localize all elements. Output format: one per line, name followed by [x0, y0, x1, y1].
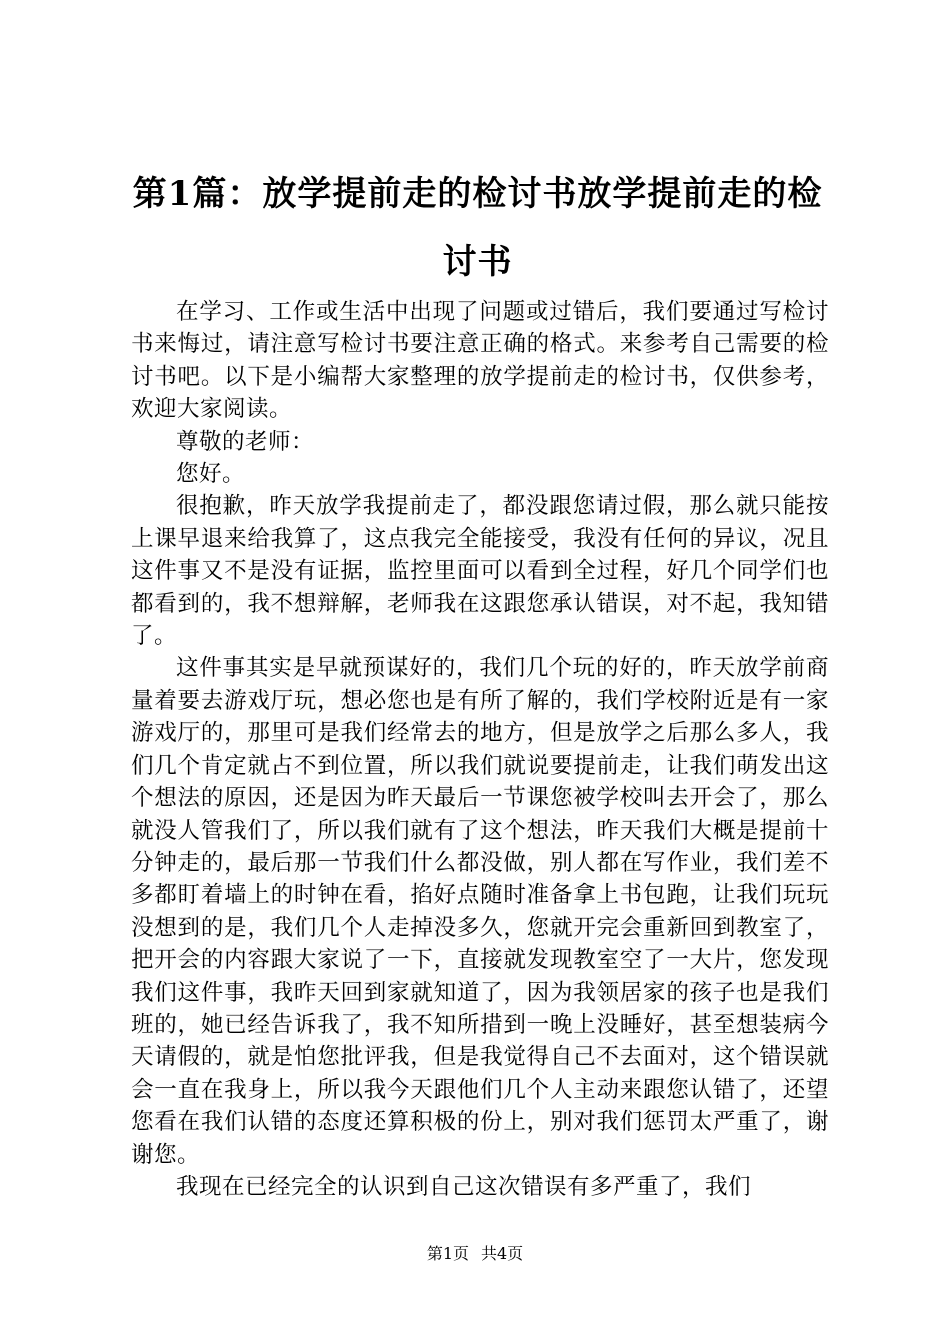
document-body [131, 296, 829, 1203]
paragraph-salutation: 尊敬的老师： [176, 428, 315, 455]
page-footer [0, 1242, 950, 1266]
paragraph-intro: 在学习、工作或生活中出现了问题或过错后，我们要通过写检讨书来悔过，请注意写检讨书要注意正确的格式。来参考自己需要的检讨书吧。以下是小编帮大家整理的放学提前走的检讨书，仅供参考，欢迎大家阅读。 [131, 299, 829, 423]
page-title: 第1篇：放学提前走的检讨书放学提前走的检讨书 [132, 174, 823, 282]
page-number: 第1页 [426, 1244, 469, 1263]
paragraph-continued: 我现在已经完全的认识到自己这次错误有多严重了，我们 [176, 1173, 752, 1200]
paragraph-greeting: 您好。 [176, 461, 246, 488]
page-total: 共4页 [481, 1244, 524, 1263]
paragraph-explanation: 这件事其实是早就预谋好的，我们几个玩的好的，昨天放学前商量着要去游戏厅玩，想必您也是有所了解的，我们学校附近是有一家游戏厅的，那里可是我们经常去的地方，但是放学之后那么多人，我们几个肯定就占不到位置，所以我们就说要提前走，让我们萌发出这个想法的原因，还是因为昨天最后一节课您被学校叫去开会了，那么就没人管我们了，所以我们就有了这个想法，昨天我们大概是提前十分钟走的，最后那一节我们什么都没做，别人都在写作业，我们差不多都盯着墙上的时钟在看，掐好点随时准备拿上书包跑，让我们玩玩没想到的是，我们几个人走掉没多久，您就开完会重新回到教室了，把开会的内容跟大家说了一下，直接就发现教室空了一大片，您发现我们这件事，我昨天回到家就知道了，因为我领居家的孩子也是我们班的，她已经告诉我了，我不知所措到一晚上没睡好，甚至想装病今天请假的，就是怕您批评我，但是我觉得自己不去面对，这个错误就会一直在我身上，所以我今天跟他们几个人主动来跟您认错了，还望您看在我们认错的态度还算积极的份上，别对我们惩罚太严重了，谢谢您。 [131, 655, 829, 1168]
paragraph-apology: 很抱歉，昨天放学我提前走了，都没跟您请过假，那么就只能按上课早退来给我算了，这点我完全能接受，我没有任何的异议，况且这件事又不是没有证据，监控里面可以看到全过程，好几个同学们也都看到的，我不想辩解，老师我在这跟您承认错误，对不起，我知错了。 [131, 493, 829, 650]
